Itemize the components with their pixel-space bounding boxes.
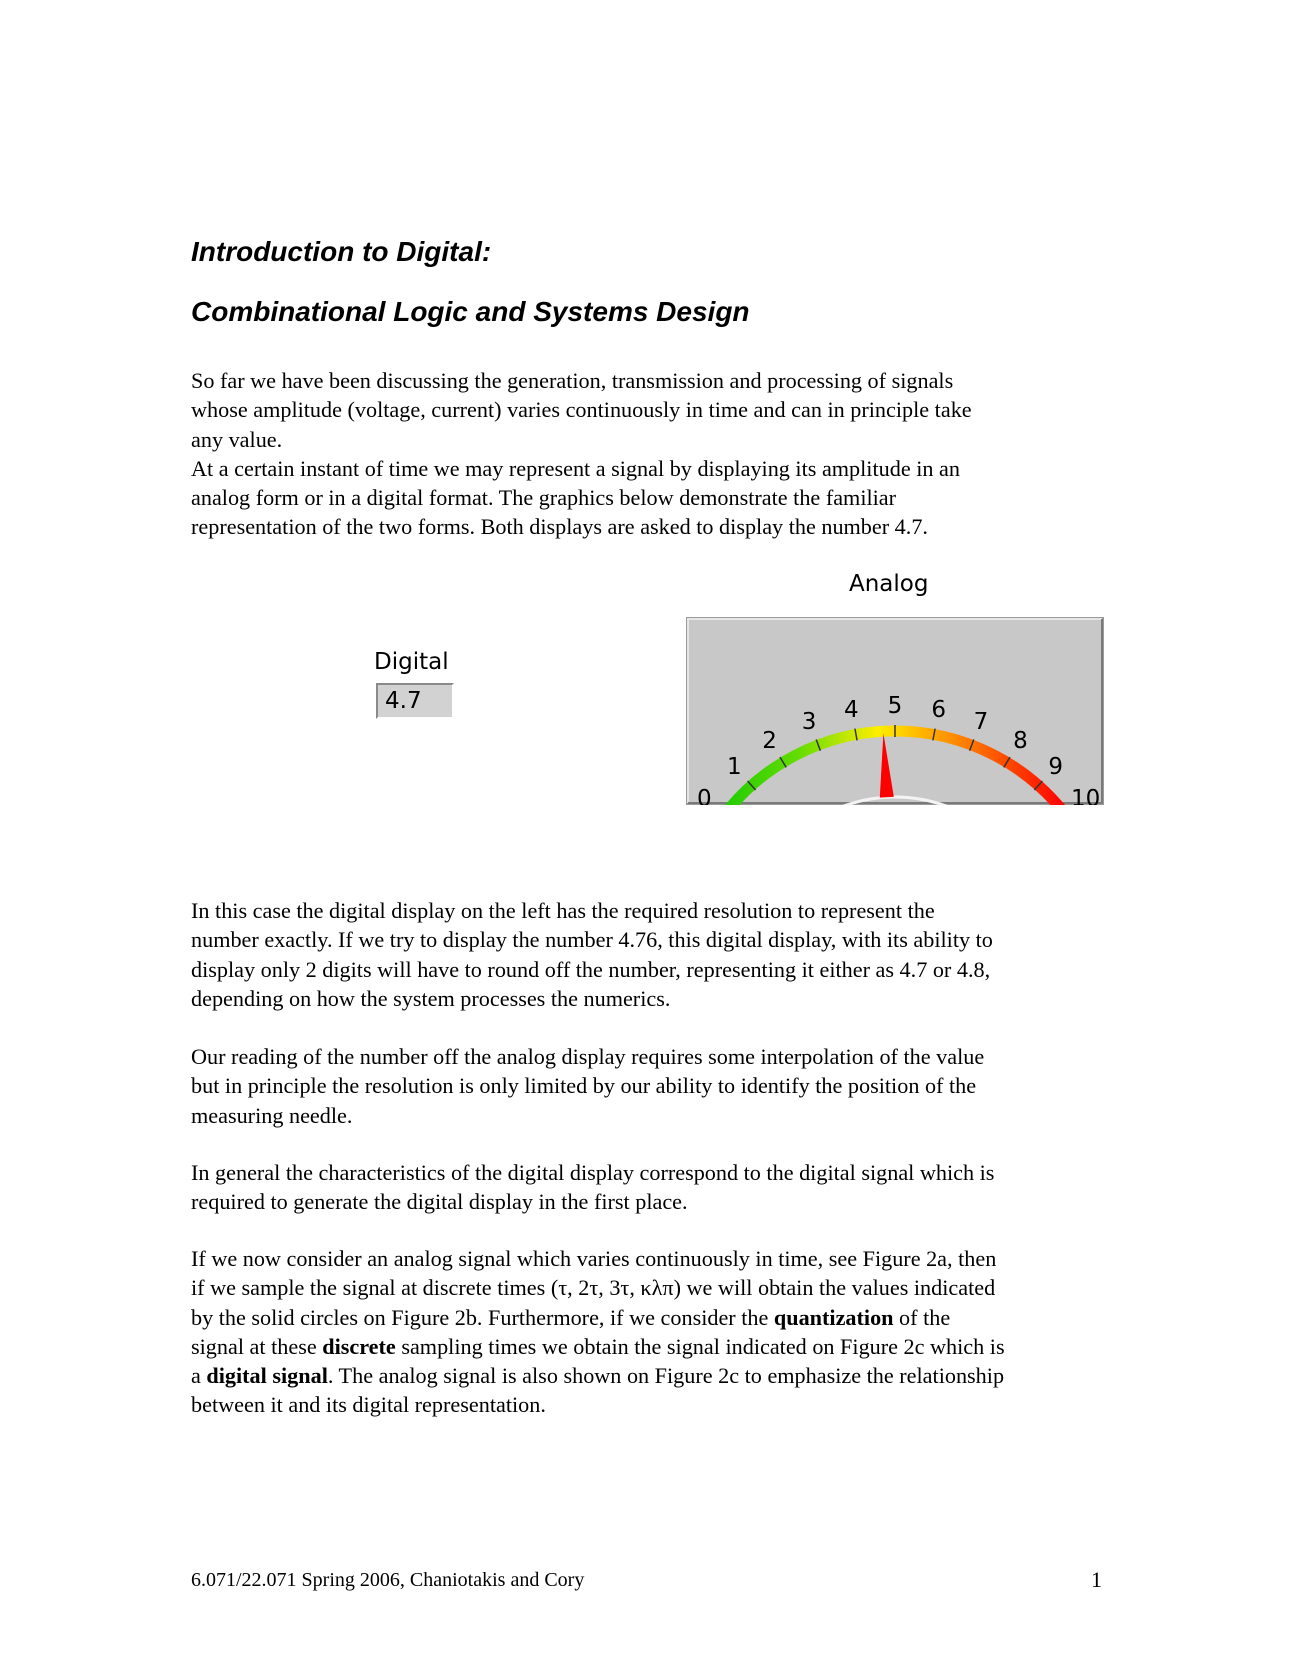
- digital-display: 4.7: [376, 683, 454, 719]
- sampling-paragraph: [191, 1244, 1151, 1420]
- meter-tick-label: 4: [843, 697, 859, 723]
- text-run: sampling times we obtain the signal indicated on Figure 2c which is: [395, 1333, 1005, 1359]
- meter-tick-label: 1: [726, 754, 742, 780]
- meter-tick-label: 6: [931, 697, 947, 723]
- term-digital-signal: digital signal: [206, 1363, 328, 1389]
- text-run: by the solid circles on Figure 2b. Furthermore, if we consider the: [191, 1304, 774, 1330]
- meter-tick-label: 0: [696, 786, 712, 805]
- meter-tick-label: 2: [762, 728, 777, 754]
- analog-meter-label: Analog: [849, 571, 929, 597]
- resolution-paragraph: [191, 896, 1151, 1013]
- text-run: signal at these: [191, 1333, 323, 1359]
- meter-tick-label: 9: [1048, 754, 1064, 780]
- text-line: [191, 1332, 1151, 1361]
- text-line: but in principle the resolution is only limited by our ability to identify the position of the: [191, 1073, 977, 1099]
- text-line: measuring needle.: [191, 1102, 353, 1128]
- text-line: representation of the two forms. Both displays are asked to display the number 4.7.: [191, 514, 928, 540]
- footer-course-info: 6.071/22.071 Spring 2006, Chaniotakis and Cory: [191, 1569, 585, 1591]
- text-line: display only 2 digits will have to round off the number, representing it either as 4.7 or 4.8,: [191, 956, 991, 982]
- term-quantization: quantization: [773, 1304, 894, 1330]
- title-line-1: Introduction to Digital:: [191, 236, 492, 267]
- text-line: So far we have been discussing the generation, transmission and processing of signals: [191, 368, 954, 393]
- text-line: any value.: [191, 426, 283, 452]
- text-line: If we now consider an analog signal which varies continuously in time, see Figure 2a, then: [191, 1246, 997, 1271]
- text-line: [191, 1361, 1151, 1390]
- meter-tick-label: 7: [973, 708, 989, 735]
- text-run: . The analog signal is also shown on Figure 2c to emphasize the relationship: [327, 1363, 1005, 1389]
- text-run: a: [191, 1363, 207, 1389]
- page-number: 1: [1091, 1567, 1102, 1592]
- text-line: analog form or in a digital format. The graphics below demonstrate the familiar: [191, 485, 897, 511]
- intro-paragraph: [191, 366, 1151, 542]
- text-line: At a certain instant of time we may represent a signal by displaying its amplitude in an: [191, 455, 960, 481]
- digital-display-label: Digital: [374, 649, 449, 675]
- text-line: whose amplitude (voltage, current) varies continuously in time and can in principle take: [191, 397, 972, 423]
- meter-tick-label: 10: [1071, 786, 1101, 805]
- text-line: number exactly. If we try to display the number 4.76, this digital display, with its ability to: [191, 927, 993, 953]
- term-discrete: discrete: [322, 1333, 396, 1359]
- text-line: if we sample the signal at discrete times (τ, 2τ, 3τ, κλπ) we will obtain the values indicated: [191, 1275, 996, 1301]
- text-run: of the: [893, 1304, 951, 1330]
- text-line: required to generate the digital display in the first place.: [191, 1189, 688, 1215]
- analog-meter: [686, 617, 1104, 805]
- meter-tick-label: 5: [887, 693, 903, 719]
- text-line: In this case the digital display on the left has the required resolution to represent the: [191, 898, 935, 923]
- text-line: between it and its digital representation.: [191, 1392, 546, 1418]
- characteristics-paragraph: [191, 1158, 1151, 1217]
- meter-tick-label: 8: [1013, 728, 1028, 754]
- text-line: In general the characteristics of the digital display correspond to the digital signal which is: [191, 1160, 995, 1185]
- text-line: [191, 1303, 1151, 1332]
- title-line-2: Combinational Logic and Systems Design: [191, 296, 750, 327]
- text-line: Our reading of the number off the analog display requires some interpolation of the value: [191, 1044, 985, 1069]
- meter-tick-label: 3: [801, 708, 817, 735]
- text-line: depending on how the system processes the numerics.: [191, 985, 671, 1011]
- analog-reading-paragraph: [191, 1042, 1151, 1130]
